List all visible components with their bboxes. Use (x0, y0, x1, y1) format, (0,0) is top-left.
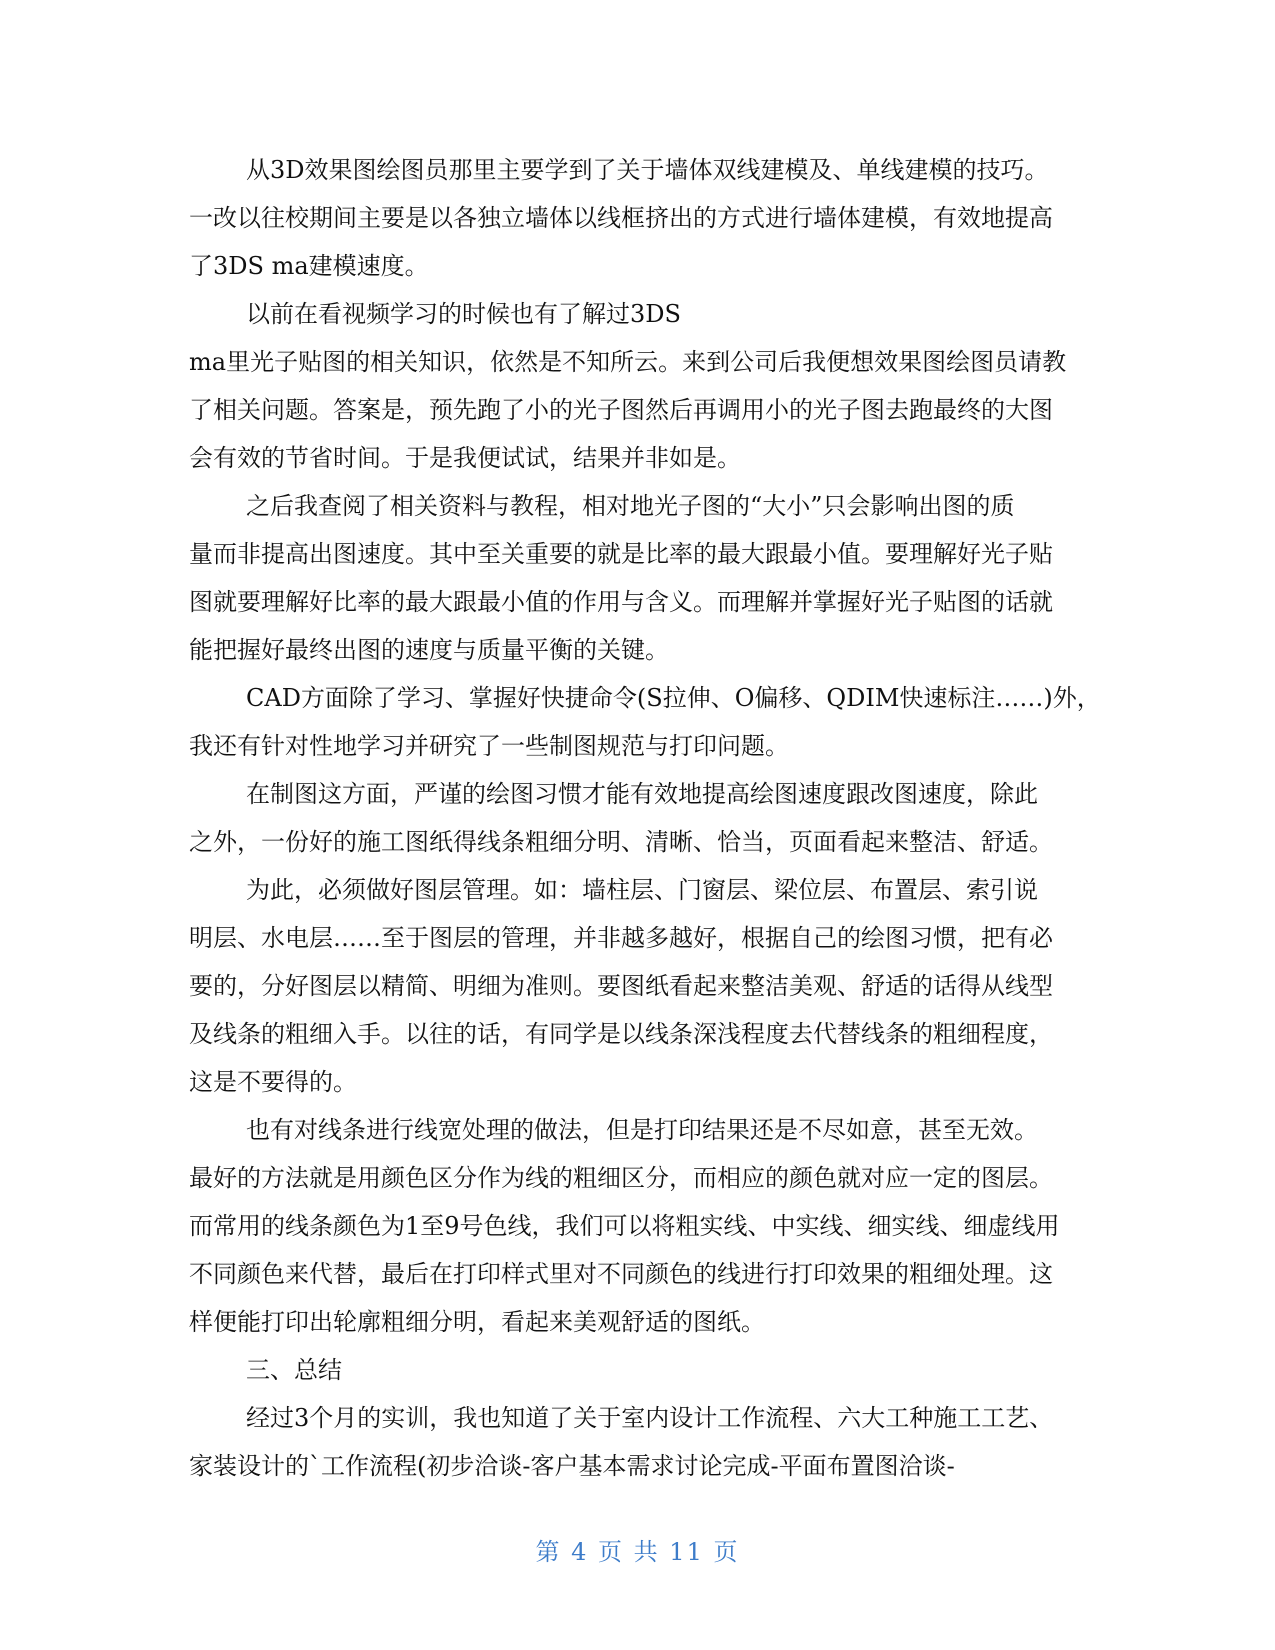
text-line: 明层、水电层……至于图层的管理，并非越多越好，根据自己的绘图习惯，把有必 (189, 924, 1053, 952)
text-line: 为此，必须做好图层管理。如：墙柱层、门窗层、梁位层、布置层、索引说 (246, 876, 1038, 904)
text-line: 家装设计的`工作流程(初步洽谈-客户基本需求讨论完成-平面布置图洽谈- (189, 1452, 955, 1480)
page-number-text: 第 4 页 共 11 页 (535, 1538, 740, 1566)
text-line: 要的，分好图层以精简、明细为准则。要图纸看起来整洁美观、舒适的话得从线型 (189, 972, 1053, 1000)
text-line: 及线条的粗细入手。以往的话，有同学是以线条深浅程度去代替线条的粗细程度， (189, 1020, 1053, 1048)
text-line: 了3DS ma建模速度。 (189, 252, 429, 280)
text-line: 而常用的线条颜色为1至9号色线，我们可以将粗实线、中实线、细实线、细虚线用 (189, 1212, 1060, 1240)
text-line: 以前在看视频学习的时候也有了解过3DS (246, 300, 681, 328)
text-line: 也有对线条进行线宽处理的做法，但是打印结果还是不尽如意，甚至无效。 (246, 1116, 1038, 1144)
text-line: 之外，一份好的施工图纸得线条粗细分明、清晰、恰当，页面看起来整洁、舒适。 (189, 828, 1053, 856)
text-line: 之后我查阅了相关资料与教程，相对地光子图的“大小”只会影响出图的质 (246, 492, 1015, 520)
text-line: 图就要理解好比率的最大跟最小值的作用与含义。而理解并掌握好光子贴图的话就 (189, 588, 1053, 616)
text-line: 能把握好最终出图的速度与质量平衡的关键。 (189, 636, 669, 664)
text-line: 一改以往校期间主要是以各独立墙体以线框挤出的方式进行墙体建模，有效地提高 (189, 204, 1053, 232)
text-line: ma里光子贴图的相关知识，依然是不知所云。来到公司后我便想效果图绘图员请教 (189, 348, 1067, 376)
page-number-footer (0, 1532, 1275, 1567)
text-line: 最好的方法就是用颜色区分作为线的粗细区分，而相应的颜色就对应一定的图层。 (189, 1164, 1053, 1192)
document-body (189, 146, 1101, 1490)
text-line: CAD方面除了学习、掌握好快捷命令(S拉伸、O偏移、QDIM快速标注……)外， (246, 684, 1101, 712)
text-line: 这是不要得的。 (189, 1068, 357, 1096)
text-line: 不同颜色来代替，最后在打印样式里对不同颜色的线进行打印效果的粗细处理。这 (189, 1260, 1053, 1288)
text-line: 会有效的节省时间。于是我便试试，结果并非如是。 (189, 444, 741, 472)
section-heading: 三、总结 (246, 1356, 342, 1384)
text-line: 我还有针对性地学习并研究了一些制图规范与打印问题。 (189, 732, 789, 760)
text-line: 量而非提高出图速度。其中至关重要的就是比率的最大跟最小值。要理解好光子贴 (189, 540, 1053, 568)
text-line: 样便能打印出轮廓粗细分明，看起来美观舒适的图纸。 (189, 1308, 765, 1336)
text-line: 经过3个月的实训，我也知道了关于室内设计工作流程、六大工种施工工艺、 (246, 1404, 1054, 1432)
text-line: 从3D效果图绘图员那里主要学到了关于墙体双线建模及、单线建模的技巧。 (246, 156, 1049, 184)
text-line: 了相关问题。答案是，预先跑了小的光子图然后再调用小的光子图去跑最终的大图 (189, 396, 1053, 424)
text-line: 在制图这方面，严谨的绘图习惯才能有效地提高绘图速度跟改图速度，除此 (246, 780, 1038, 808)
